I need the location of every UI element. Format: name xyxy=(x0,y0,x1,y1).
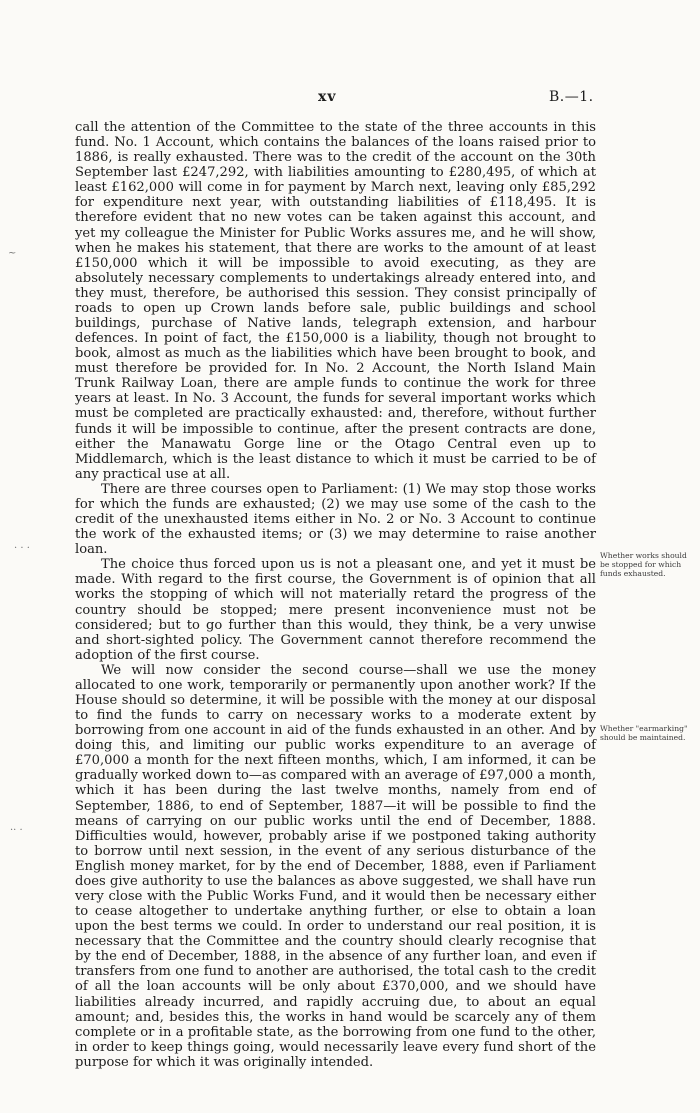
paragraph: There are three courses open to Parliament: (1) We may stop those works for which the funds are exhausted; (2) we may use some of the cash to the credit of the unexhausted items either in No. 2 or No. 3 Account to continue the work of the exhausted items; or (3) we may determine to raise another loan. xyxy=(75,481,596,558)
margin-mark: ·· · xyxy=(10,825,23,836)
body-text xyxy=(75,120,596,1070)
margin-mark: ~ xyxy=(8,248,17,259)
page-number: xv xyxy=(318,89,337,105)
paragraph: call the attention of the Committee to the state of the three accounts in this fund. No. 1 Account, which contains the balances of the loans raised prior to 1886, is really exhausted. There was to the credit of the account on the 30th September last £247,292, with liabilities amounting to £280,495, of which at least £162,000 will come in for payment by March next, leaving only £85,292 for expenditure next year, with outstanding liabilities of £118,495. It is therefore evident that no new votes can be taken against this account, and yet my colleague the Minister for Public Works assures me, and he will show, when he makes his statement, that there are works to the amount of at least £150,000 which it will be impossible to avoid executing, as they are absolutely necessary complements to undertakings already entered into, and they must, therefore, be authorised this session. They consist principally of roads to open up Crown lands before sale, public buildings and school buildings, purchase of Native lands, telegraph extension, and harbour defences. In point of fact, the £150,000 is a liability, though not brought to book, almost as much as the liabilities which have been brought to book, and must therefore be provided for. In No. 2 Account, the North Island Main Trunk Railway Loan, there are ample funds to continue the work for three years at least. In No. 3 Account, the funds for several important works which must be completed are practically exhausted: and, therefore, without further funds it will be impossible to continue, after the present contracts are done, either the Manawatu Gorge line or the Otago Central even up to Middlemarch, which is the least distance to which it must be carried to be of any practical use at all. xyxy=(75,120,596,482)
document-reference: B.—1. xyxy=(549,89,594,105)
paragraph: The choice thus forced upon us is not a pleasant one, and yet it must be made. With regard to the first course, the Government is of opinion that all works the stopping of which will not materially retard the progress of the country should be stopped; mere present inconvenience must not be considered; but to go further than this would, they think, be a very unwise and short-sighted policy. The Government cannot therefore recommend the adoption of the first course. xyxy=(75,557,596,663)
margin-note: Whether "earmarking" should be maintained. xyxy=(600,724,688,742)
margin-note: Whether works should be stopped for which funds exhausted. xyxy=(600,551,687,578)
paragraph: We will now consider the second course—shall we use the money allocated to one work, temporarily or permanently upon another work? If the House should so determine, it will be possible with the money at our disposal to find the funds to carry on necessary works to a moderate extent by borrowing from one account in aid of the funds exhausted in an other. And by doing this, and limiting our public works expenditure to an average of £70,000 a month for the next fifteen months, which, I am informed, it can be gradually worked down to—as compared with an average of £97,000 a month, which it has been during the last twelve months, namely from end of September, 1886, to end of September, 1887—it will be possible to find the means of carrying on our public works until the end of December, 1888. Difficulties would, however, probably arise if we postponed taking authority to borrow until next session, in the event of any serious disturbance of the English money market, for by the end of December, 1888, even if Parliament does give authority to use the balances as above suggested, we shall have run very close with the Public Works Fund, and it would then be necessary either to cease altogether to undertake anything further, or else to obtain a loan upon the best terms we could. In order to understand our real position, it is necessary that the Committee and the country should clearly recognise that by the end of December, 1888, in the absence of any further loan, and even if transfers from one fund to another are authorised, the total cash to the credit of all the loan accounts will be only about £370,000, and we should have liabilities already incurred, and rapidly accruing due, to about an equal amount; and, besides this, the works in hand would be scarcely any of them complete or in a profitable state, as the borrowing from one fund to the other, in order to keep things going, would necessarily leave every fund short of the purpose for which it was originally intended. xyxy=(75,662,596,1070)
margin-mark: · · · xyxy=(14,543,30,554)
page-header xyxy=(0,89,700,109)
